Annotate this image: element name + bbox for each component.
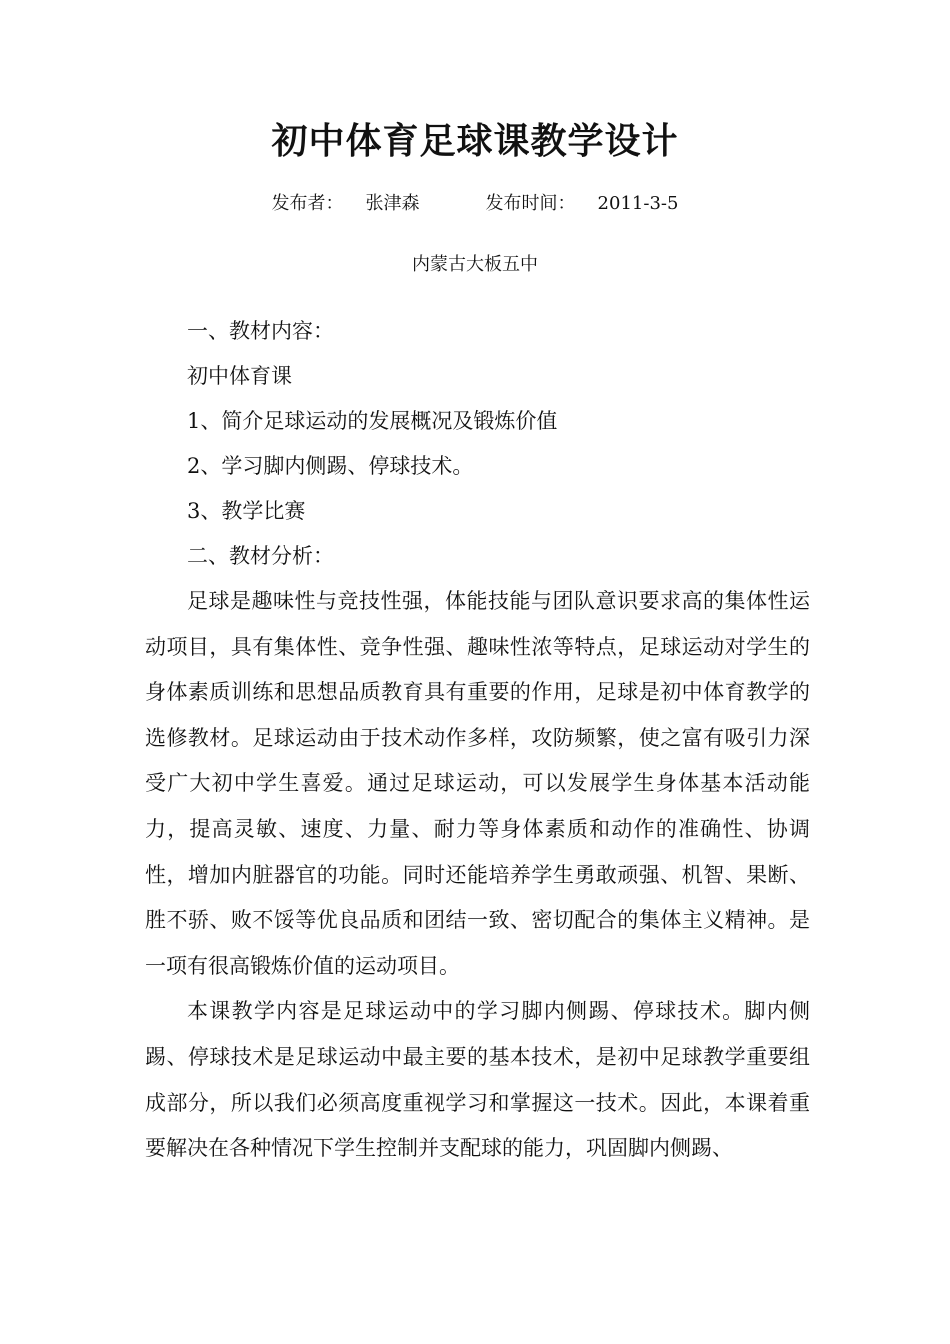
section-heading-analysis: 二、教材分析：: [187, 544, 334, 568]
document-body: [145, 309, 810, 1172]
school-name: 内蒙古大板五中: [412, 254, 538, 275]
content-item-2: 2、学习脚内侧踢、停球技术。: [187, 454, 474, 478]
analysis-paragraph-1: 足球是趣味性与竞技性强，体能技能与团队意识要求高的集体性运动项目，具有集体性、竞争性强、趣味性浓等特点，足球运动对学生的身体素质训练和思想品质教育具有重要的作用，足球是初中体育教学的选修教材。足球运动由于技术动作多样，攻防频繁，使之富有吸引力深受广大初中学生喜爱。通过足球运动，可以发展学生身体基本活动能力，提高灵敏、速度、力量、耐力等身体素质和动作的准确性、协调性，增加内脏器官的功能。同时还能培养学生勇敢顽强、机智、果断、胜不骄、败不馁等优良品质和团结一致、密切配合的集体主义精神。是一项有很高锻炼价值的运动项目。: [145, 589, 810, 978]
course-line: 初中体育课: [187, 364, 292, 388]
document-title: 初中体育足球课教学设计: [271, 121, 679, 162]
publish-time-value: 2011-3-5: [597, 193, 679, 214]
content-item-1: 1、简介足球运动的发展概况及锻炼价值: [187, 409, 558, 433]
publisher-name: 张津森: [365, 193, 420, 214]
publisher-label: 发布者：: [271, 193, 344, 214]
publish-time-label: 发布时间：: [485, 193, 576, 214]
section-heading-materials: 一、教材内容：: [187, 319, 334, 343]
analysis-paragraph-2: 本课教学内容是足球运动中的学习脚内侧踢、停球技术。脚内侧踢、停球技术是足球运动中最主要的基本技术，是初中足球教学重要组成部分，所以我们必须高度重视学习和掌握这一技术。因此，本课着重要解决在各种情况下学生控制并支配球的能力，巩固脚内侧踢、: [145, 999, 810, 1161]
publish-info: [0, 190, 950, 218]
content-item-3: 3、教学比赛: [187, 499, 306, 523]
